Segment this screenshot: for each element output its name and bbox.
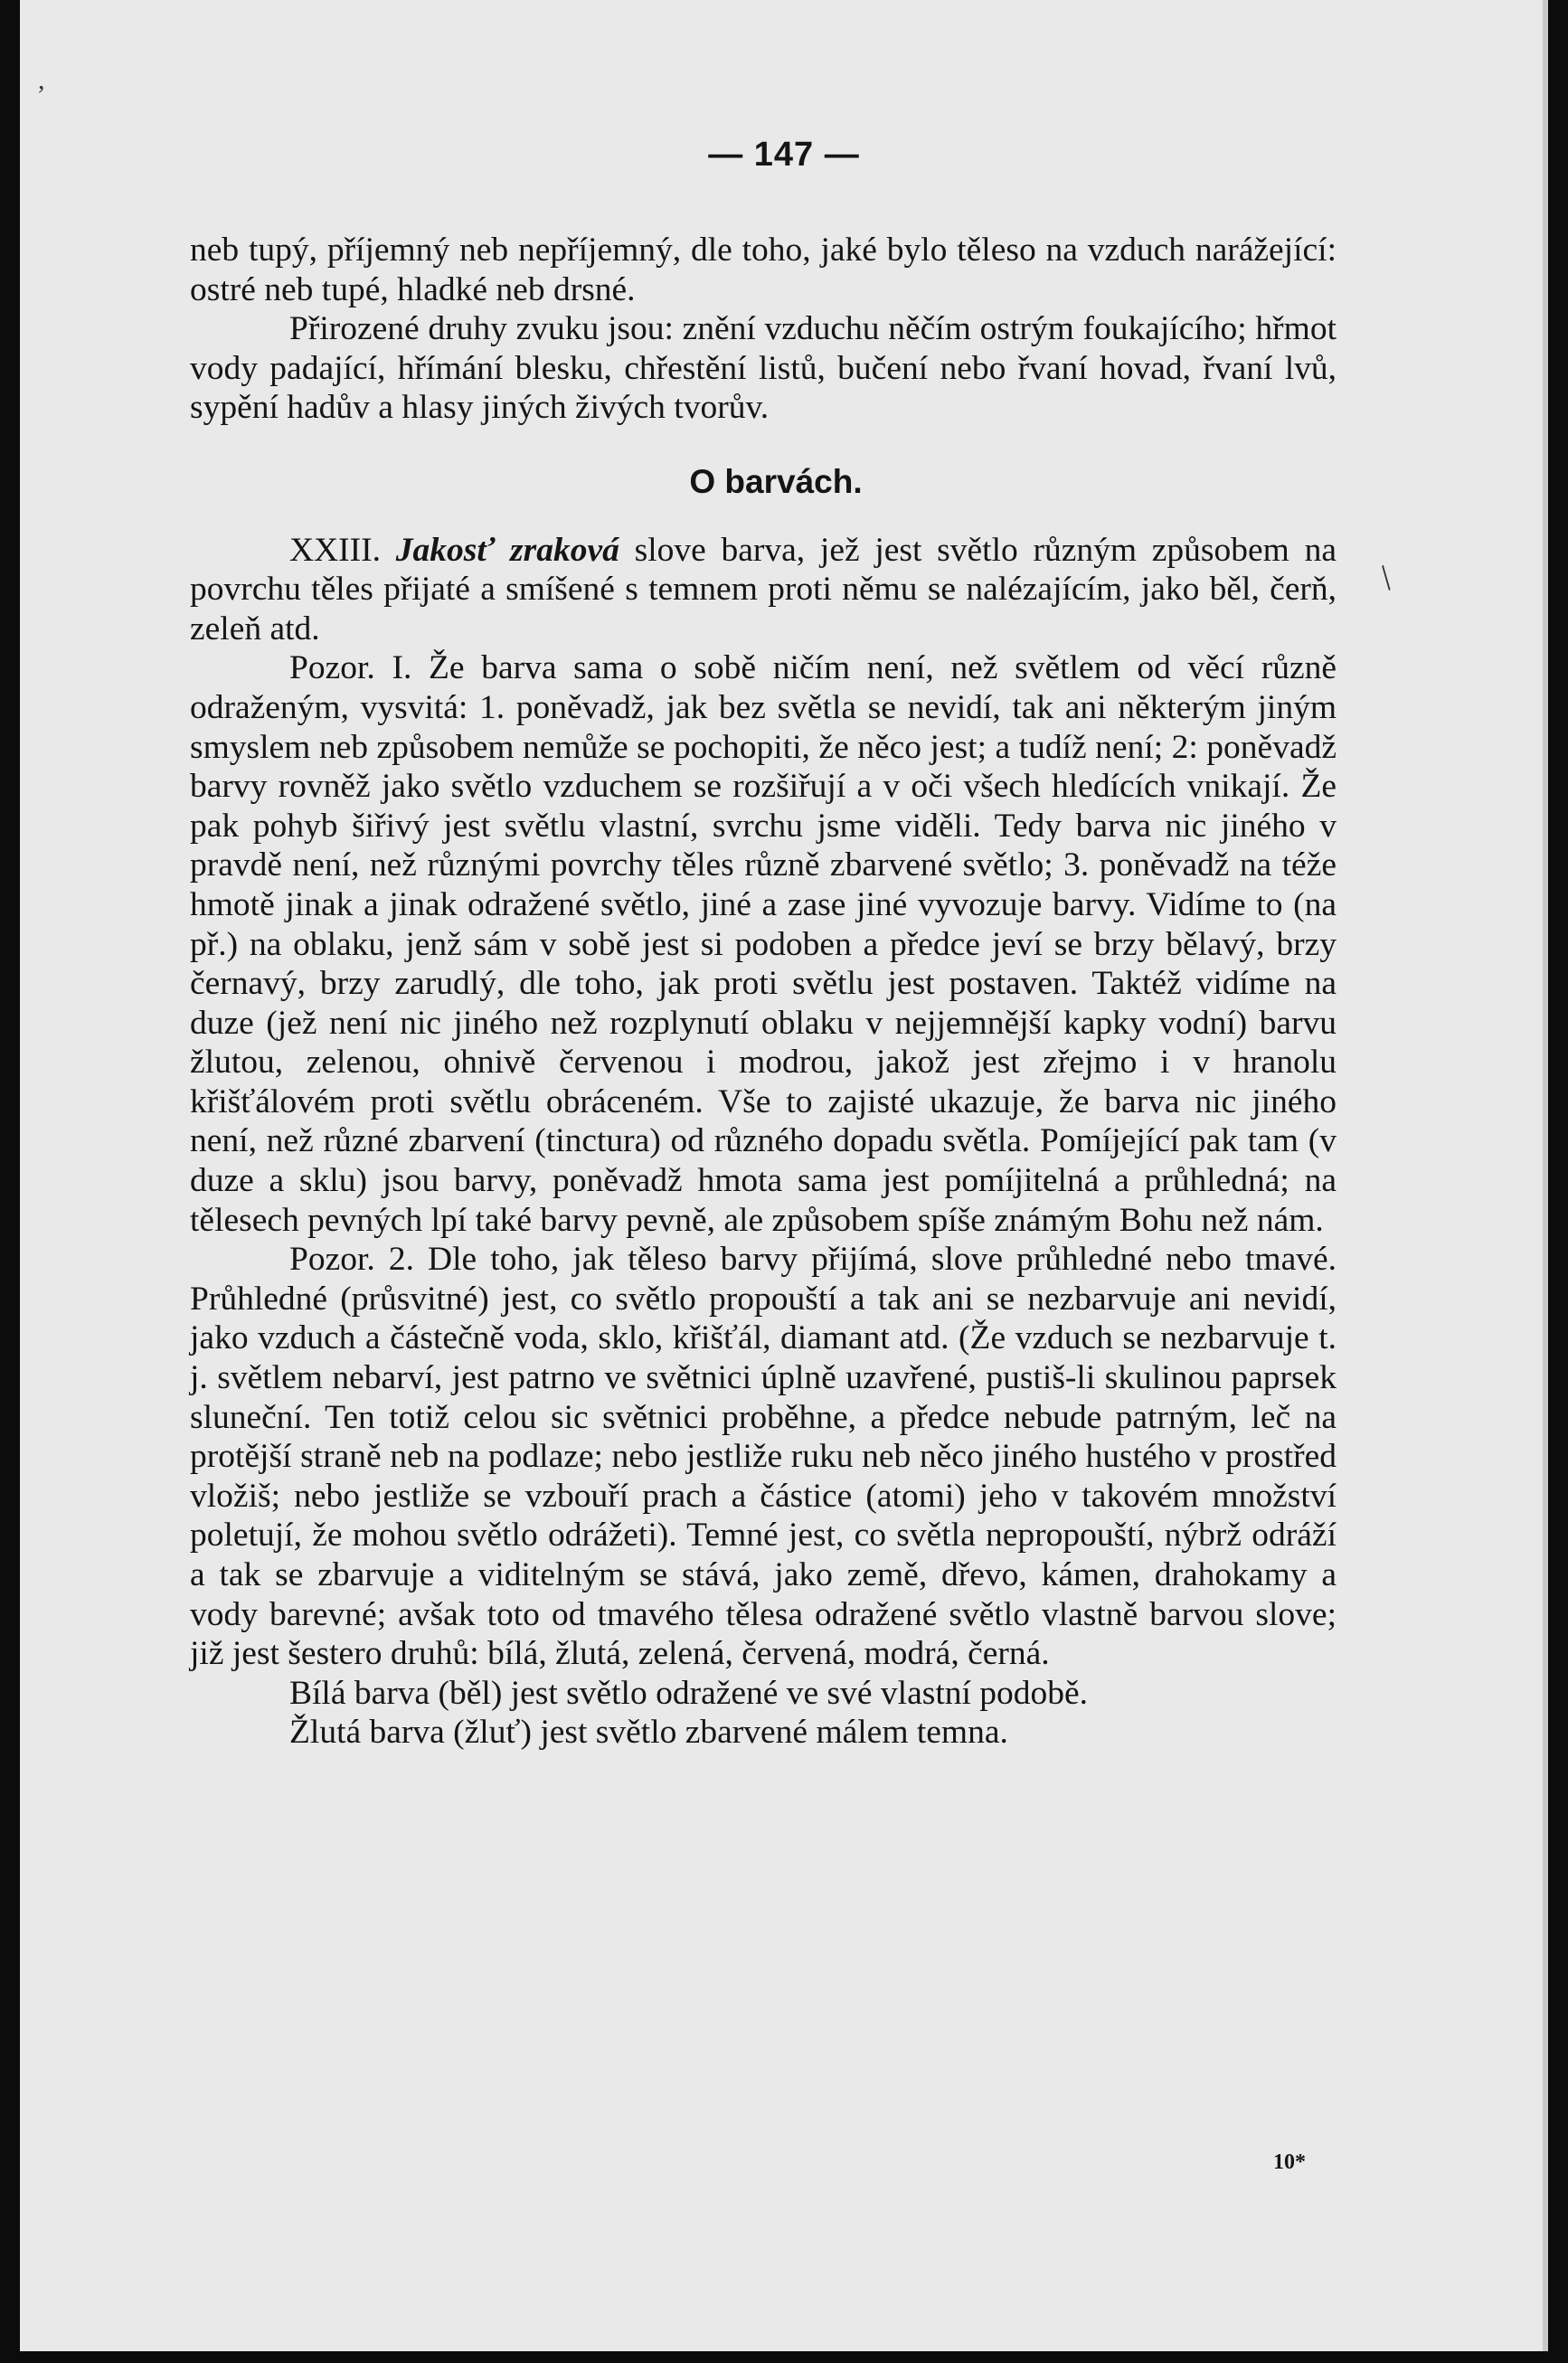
- section-number: XXIII.: [289, 531, 382, 569]
- signature-mark: 10*: [1273, 2150, 1306, 2174]
- section-definition: [190, 531, 1337, 649]
- note-paragraph: Žlutá barva (žluť) jest světlo zbarvené málem temna.: [289, 1714, 1008, 1752]
- paragraph: Přirozené druhy zvuku jsou: znění vzduchu něčím ostrým foukajícího; hřmot vody padající, hřímání blesku, chřestění listů, bučení nebo řvaní hovad, řvaní lvů, sypění hadův a hlasy jiných živých tvorův.: [190, 310, 1337, 427]
- defined-term: Jakosť zraková: [395, 531, 619, 569]
- definition-text: slove barva, jež jest světlo různým způsobem na povrchu těles přijaté a smíšené s temnem proti němu se nalézajícím, jako běl, čerň, zeleň atd.: [190, 531, 1337, 647]
- book-page: [20, 0, 1548, 2351]
- paragraph: neb tupý, příjemný neb nepříjemný, dle toho, jaké bylo těleso na vzduch narážející: ostré neb tupé, hladké neb drsné.: [190, 232, 1337, 308]
- page-edge: [1543, 0, 1548, 2351]
- margin-pencil-mark: /: [1370, 557, 1403, 598]
- scan-speck: ,: [38, 65, 45, 95]
- body-text: [190, 231, 1337, 1753]
- section-heading: O barvách.: [689, 462, 863, 500]
- note-paragraph: Bílá barva (běl) jest světlo odražené ve své vlastní podobě.: [289, 1674, 1089, 1712]
- note-paragraph: Pozor. 2. Dle toho, jak těleso barvy přijímá, slove průhledné nebo tmavé. Průhledné (průsvitné) jest, co světlo propouští a tak ani se nezbarvuje ani nevidí, jako vzduch a částečně voda, sklo, křišťál, diamant atd. (Že vzduch se nezbarvuje t. j. světlem nebarví, jest patrno ve světnici úplně uzavřené, pustiš-li skulinou paprsek sluneční. Ten totiž celou sic světnici proběhne, a předce nebude patrným, leč na protější straně neb na podlaze; nebo jestliže ruku neb něco jiného hustého v prostřed vložiš; nebo jestliže se vzbouří prach a částice (atomi) jeho v takovém množství poletují, že mohou světlo odrážeti). Temné jest, co světla nepropouští, nýbrž odráží a tak se zbarvuje a viditelným se stává, jako země, dřevo, kámen, drahokamy a vody barevné; avšak toto od tmavého tělesa odražené světlo vlastně barvou slove; již jest šestero druhů: bílá, žlutá, zelená, červená, modrá, černá.: [190, 1241, 1337, 1673]
- note-paragraph: Pozor. I. Že barva sama o sobě ničím není, než světlem od věcí různě odraženým, vysvitá: 1. poněvadž, jak bez světla se nevidí, tak ani některým jiným smyslem neb způsobem nemůže se pochopiti, že něco jest; a tudíž není; 2: poněvadž barvy rovněž jako světlo vzduchem se rozšiřují a v oči všech hledících vnikají. Že pak pohyb šiřivý jest světlu vlastní, svrchu jsme viděli. Tedy barva nic jiného v pravdě není, než různými povrchy těles různě zbarvené světlo; 3. poněvadž na téže hmotě jinak a jinak odražené světlo, jiné a zase jiné vyvozuje barvy. Vidíme to (na př.) na oblaku, jenž sám v sobě jest si podoben a předce jeví se brzy bělavý, brzy černavý, brzy zarudlý, dle toho, jak proti světlu jest postaven. Taktéž vidíme na duze (jež není nic jiného než rozplynutí oblaku v nejjemnější kapky vodní) barvu žlutou, zelenou, ohnivě červenou i modrou, jakož jest zřejmo i v hranolu křišťálovém proti světlu obráceném. Vše to zajisté ukazuje, že barva nic jiného není, než různé zbarvení (tinctura) od různého dopadu světla. Pomíjející pak tam (v duze a sklu) jsou barvy, poněvadž hmota sama jest pomíjitelná a průhledná; na tělesech pevných lpí také barvy pevně, ale způsobem spíše známým Bohu než nám.: [190, 649, 1337, 1239]
- page-number: — 147 —: [708, 136, 860, 174]
